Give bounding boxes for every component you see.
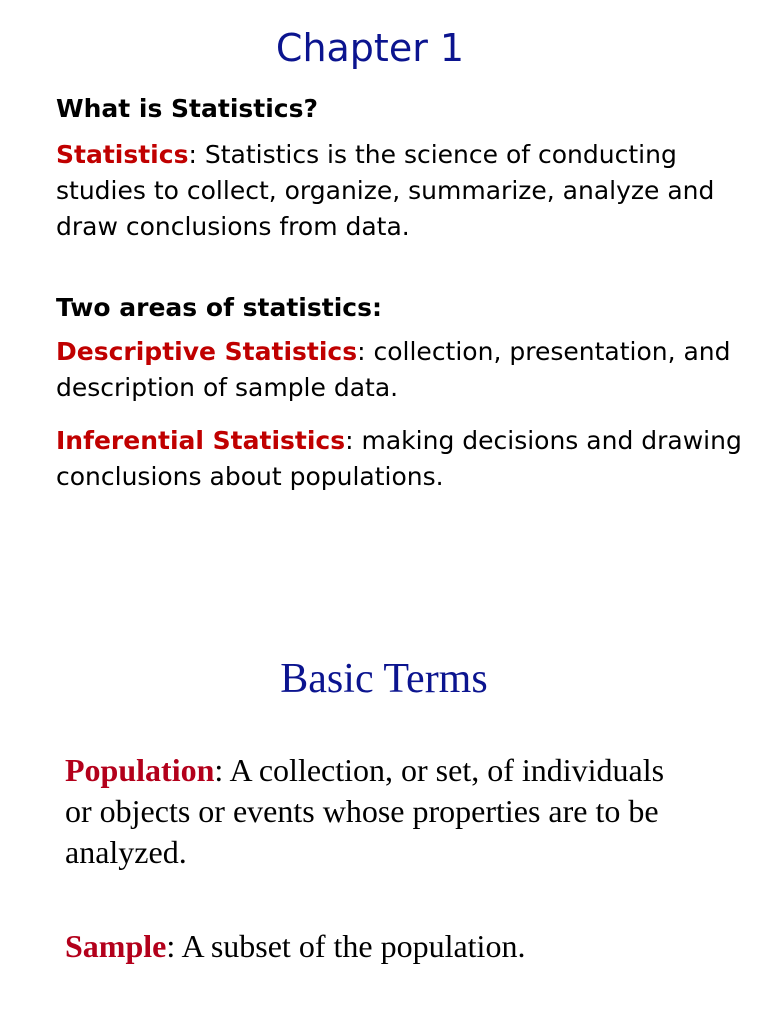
inferential-separator: : — [345, 426, 362, 455]
sample-definition — [65, 926, 685, 967]
descriptive-statistics-definition — [56, 334, 746, 406]
statistics-definition-text: Statistics is the science of conducting studies to collect, organize, summarize, analyze and draw conclusions from data. — [56, 140, 715, 241]
statistics-term: Statistics — [56, 140, 189, 169]
inferential-statistics-term: Inferential Statistics — [56, 426, 346, 455]
descriptive-statistics-term: Descriptive Statistics — [56, 337, 358, 366]
sample-text: A subset of the population. — [181, 928, 526, 964]
inferential-statistics-definition — [56, 423, 746, 495]
statistics-definition — [56, 137, 746, 245]
population-term: Population — [65, 752, 215, 788]
descriptive-statistics-text: collection, presentation, and description of sample data. — [56, 337, 731, 402]
basic-terms-title: Basic Terms — [280, 656, 488, 702]
chapter-title: Chapter 1 — [275, 26, 465, 70]
statistics-separator: : — [188, 140, 205, 169]
question-heading: What is Statistics? — [56, 94, 318, 123]
population-separator: : — [214, 752, 230, 788]
population-definition — [65, 750, 685, 873]
sample-term: Sample — [65, 928, 167, 964]
sample-separator: : — [166, 928, 182, 964]
areas-heading: Two areas of statistics: — [56, 293, 382, 322]
population-text: A collection, or set, of individuals or objects or events whose properties are to be analyzed. — [65, 752, 665, 870]
descriptive-separator: : — [357, 337, 374, 366]
inferential-statistics-text: making decisions and drawing conclusions about populations. — [56, 426, 742, 491]
